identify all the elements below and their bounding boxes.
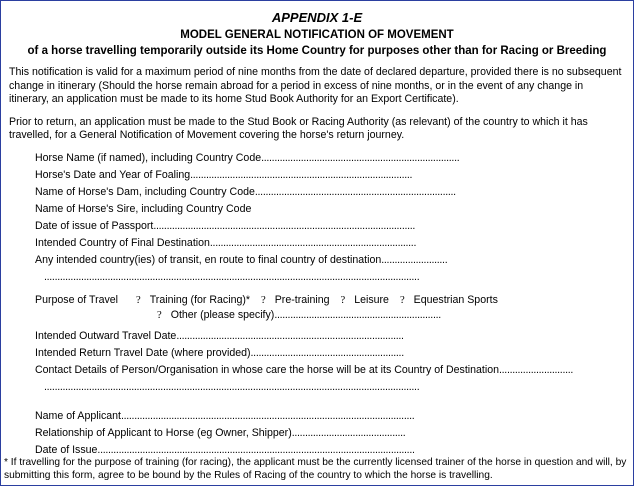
form-fields-group-1: [7, 152, 627, 461]
field-dotted-line: ...........................................: [291, 426, 406, 439]
document-body: [1, 1, 633, 461]
checkbox-icon[interactable]: ?: [157, 309, 162, 321]
form-field-row[interactable]: [35, 203, 621, 220]
field-dotted-line: ..............................................................................: [209, 236, 417, 249]
form-field-row[interactable]: [35, 186, 621, 203]
field-dotted-line: ...........................................................................: [261, 151, 460, 164]
checkbox-icon[interactable]: ?: [340, 294, 346, 306]
field-dotted-line: ...............................................................................................................: [120, 409, 415, 422]
field-label: Horse Name (if named), including Country Code: [35, 151, 262, 164]
form-field-row[interactable]: [35, 254, 621, 271]
purpose-option-other[interactable]: Other (please specify): [170, 308, 275, 321]
form-field-row[interactable]: [35, 427, 621, 444]
field-dotted-line: ......................................................................................: [176, 329, 404, 342]
purpose-of-travel-label: Purpose of Travel: [35, 293, 119, 306]
field-dotted-line: ..........................................................: [250, 346, 404, 359]
document-heading-line-1: MODEL GENERAL NOTIFICATION OF MOVEMENT: [180, 29, 454, 41]
field-label: Name of Horse's Sire, including Country Code: [35, 202, 252, 215]
field-label: Intended Outward Travel Date: [35, 329, 177, 342]
checkbox-icon[interactable]: ?: [136, 294, 141, 306]
field-label: Horse's Date and Year of Foaling: [35, 168, 191, 181]
footnote-text: * If travelling for the purpose of training (for racing), the applicant must be the currently licensed trainer of the horse in question and will, by submitting this form, agree to be bound by the Rules of Racing of the country to which the horse is travelling.: [4, 457, 627, 481]
form-field-row[interactable]: [35, 410, 621, 427]
form-field-row[interactable]: [35, 169, 621, 186]
spacer: [35, 286, 621, 293]
purpose-option-leisure[interactable]: Leisure: [354, 293, 389, 306]
field-dotted-line: ....................................................................................: [190, 168, 413, 181]
field-dotted-line: ............................: [499, 363, 574, 376]
purpose-of-travel-row: [35, 293, 621, 308]
field-dotted-line: ...................................................................................................: [153, 219, 416, 232]
purpose-other-dotted-line[interactable]: ...............................................................: [274, 308, 441, 321]
checkbox-icon[interactable]: ?: [399, 294, 405, 306]
document-heading-line-2: of a horse travelling temporarily outside its Home Country for purposes other than for Racing or Breeding: [27, 45, 607, 57]
field-label: Contact Details of Person/Organisation in whose care the horse will be at its Country of Destination: [35, 363, 500, 376]
intro-paragraph-2: Prior to return, an application must be made to the Stud Book or Racing Authority (as relevant) of the country to which it has travelled, for a General Notification of Movement covering the horse's return journey.: [9, 115, 588, 142]
field-label: Name of Horse's Dam, including Country Code: [35, 185, 255, 198]
field-label: Any intended country(ies) of transit, en route to final country of destination: [35, 253, 382, 266]
form-field-row[interactable]: [35, 152, 621, 169]
continuation-dotted-line[interactable]: ..............................................................................................................................................: [44, 380, 420, 393]
continuation-dotted-line[interactable]: ..............................................................................................................................................: [44, 270, 420, 283]
field-dotted-line: ........................................................................................................................: [97, 443, 415, 456]
intro-paragraph-1: This notification is valid for a maximum period of nine months from the date of declared departure, provided there is no subsequent change in itinerary (Should the horse remain abroad for a period in excess of nine months, or in the event of any change in itinerary, an application must be made to its home Stud Book Authority for an Export Certificate).: [9, 66, 622, 106]
purpose-option-training[interactable]: Training (for Racing)*: [149, 293, 251, 306]
spacer: [35, 323, 621, 330]
checkbox-icon[interactable]: ?: [261, 294, 266, 306]
field-dotted-line: .........................: [381, 253, 448, 266]
purpose-of-travel-row-other: [35, 308, 621, 323]
purpose-option-pre-training[interactable]: Pre-training: [274, 293, 330, 306]
appendix-title: APPENDIX 1-E: [271, 10, 363, 25]
field-label: Name of Applicant: [35, 409, 121, 422]
spacer: [35, 396, 621, 410]
purpose-option-equestrian-sports[interactable]: Equestrian Sports: [413, 293, 498, 306]
field-label: Intended Return Travel Date (where provided): [35, 346, 251, 359]
field-label: Intended Country of Final Destination: [35, 236, 210, 249]
field-label: Date of Issue: [35, 443, 98, 456]
form-field-row[interactable]: [35, 347, 621, 364]
form-field-row[interactable]: [35, 330, 621, 347]
form-field-row[interactable]: [35, 364, 621, 381]
field-label: Date of issue of Passport: [35, 219, 154, 232]
field-dotted-line: ............................................................................: [254, 185, 456, 198]
field-label: Relationship of Applicant to Horse (eg Owner, Shipper): [35, 426, 292, 439]
form-field-row[interactable]: [35, 220, 621, 237]
form-field-row[interactable]: [35, 237, 621, 254]
